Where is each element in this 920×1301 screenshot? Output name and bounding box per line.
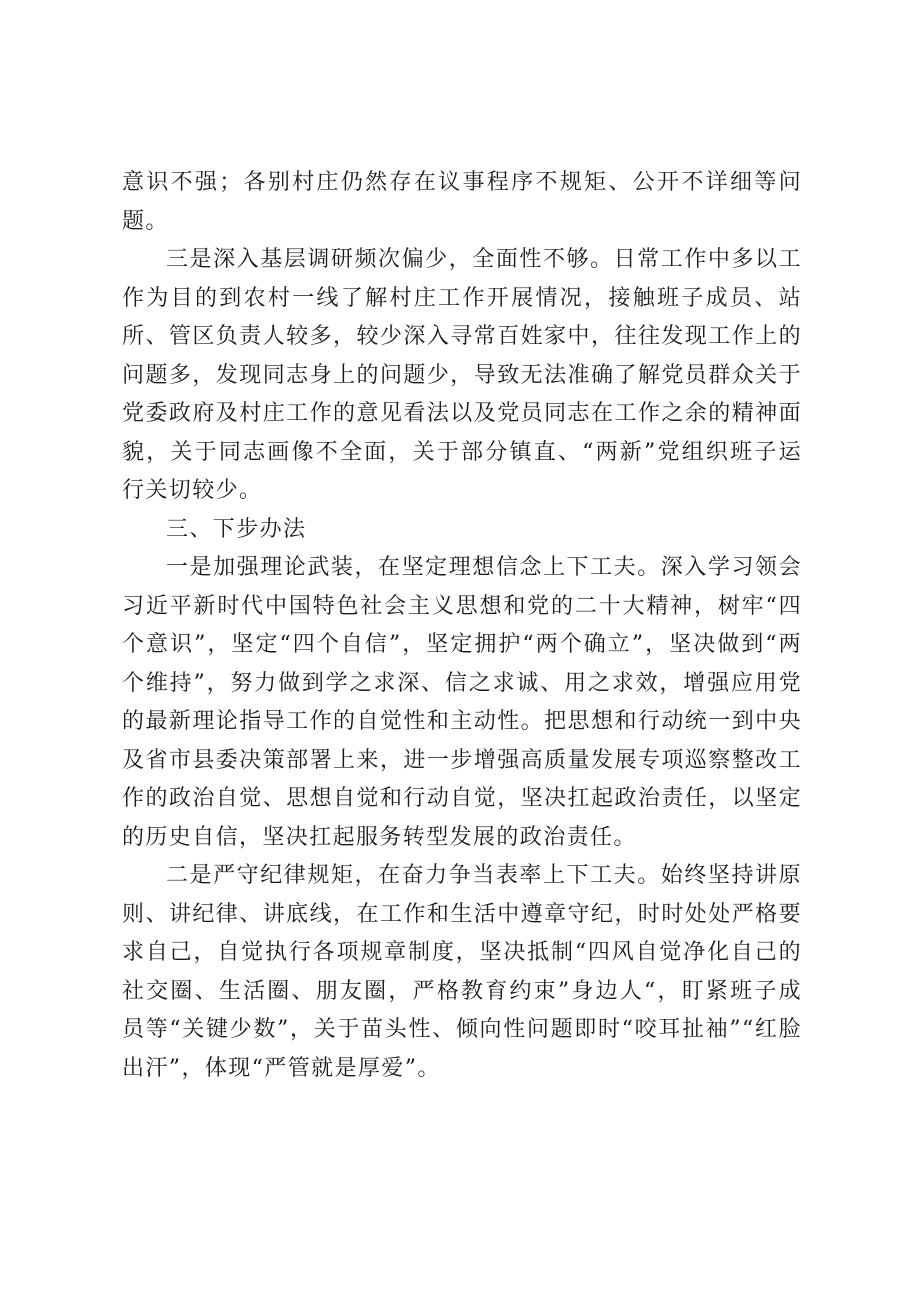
paragraph-continuation: 意识不强；各别村庄仍然存在议事程序不规矩、公开不详细等问题。 <box>122 170 802 234</box>
paragraph-measure-one: 一是加强理论武装，在坚定理想信念上下工夫。深入学习领会习近平新时代中国特色社会主义思想和党的二十大精神，树牢“四个意识”，坚定“四个自信”，坚定拥护“两个确立”，坚决做到“两个维持”，努力做到学之求深、信之求诚、用之求效，增强应用党的最新理论指导工作的自觉性和主动性。把思想和行动统一到中央及省市县委决策部署上来，进一步增强高质量发展专项巡察整改工作的政治自觉、思想自觉和行动自觉，坚决扛起政治责任，以坚定的历史自信，坚决扛起服务转型发展的政治责任。 <box>122 555 802 850</box>
paragraph-measure-two: 二是严守纪律规矩，在奋力争当表率上下工夫。始终坚持讲原则、讲纪律、讲底线，在工作和生活中遵章守纪，时时处处严格要求自己，自觉执行各项规章制度，坚决抵制“四风自觉净化自己的社交圈、生活圈、朋友圈，严格教育约束”身边人“，盯紧班子成员等“关键少数”，关于苗头性、倾向性问题即时“咬耳扯袖”“红脸出汗”，体现“严管就是厚爱”。 <box>122 863 802 1081</box>
section-heading-next-steps: 三、下步办法 <box>166 516 307 542</box>
document-body <box>122 164 802 1088</box>
paragraph-point-three: 三是深入基层调研频次偏少，全面性不够。日常工作中多以工作为目的到农村一线了解村庄工作开展情况，接触班子成员、站所、管区负责人较多，较少深入寻常百姓家中，往往发现工作上的问题多，发现同志身上的问题少，导致无法准确了解党员群众关于党委政府及村庄工作的意见看法以及党员同志在工作之余的精神面貌，关于同志画像不全面，关于部分镇直、“两新”党组织班子运行关切较少。 <box>122 247 802 503</box>
